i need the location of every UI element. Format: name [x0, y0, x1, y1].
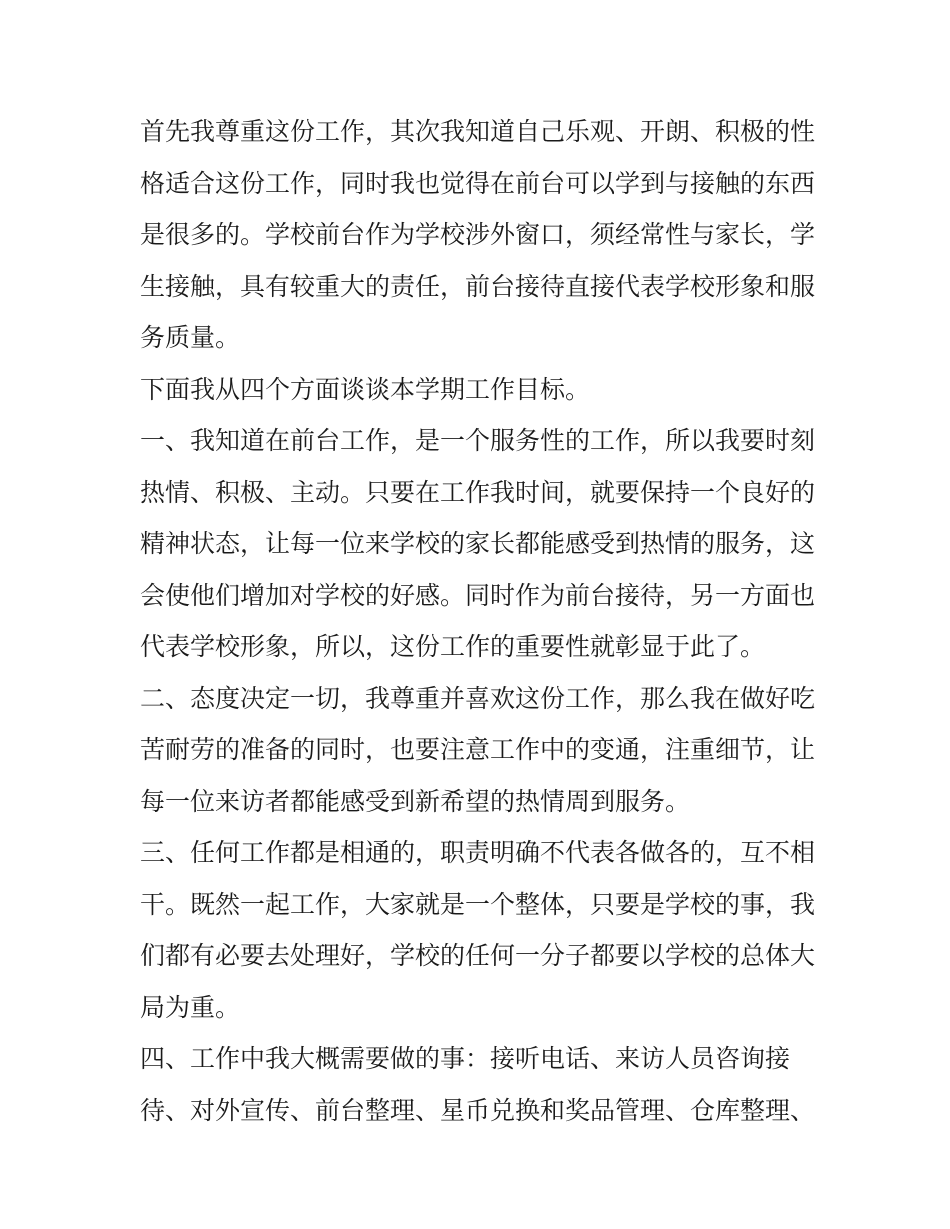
text-line-2: 格适合这份工作，同时我也觉得在前台可以学到与接触的东西 — [140, 168, 816, 198]
text-line-19: 四、工作中我大概需要做的事：接听电话、来访人员咨询接 — [140, 1044, 791, 1073]
document-body — [140, 106, 820, 1136]
text-line-1: 首先我尊重这份工作，其次我知道自己乐观、开朗、积极的性 — [140, 117, 816, 146]
text-line-10: 会使他们增加对学校的好感。同时作为前台接待，另一方面也 — [140, 580, 816, 610]
text-line-9: 精神状态，让每一位来学校的家长都能感受到热情的服务，这 — [140, 529, 816, 558]
text-line-3: 是很多的。学校前台作为学校涉外窗口，须经常性与家长，学 — [140, 220, 816, 249]
text-line-8: 热情、积极、主动。只要在工作我时间，就要保持一个良好的 — [140, 477, 816, 507]
text-line-12: 二、态度决定一切，我尊重并喜欢这份工作，那么我在做好吃 — [140, 683, 816, 713]
text-line-17: 们都有必要去处理好，学校的任何一分子都要以学校的总体大 — [140, 941, 816, 970]
text-line-14: 每一位来访者都能感受到新希望的热情周到服务。 — [140, 786, 691, 816]
text-line-15: 三、任何工作都是相通的，职责明确不代表各做各的，互不相 — [140, 838, 816, 867]
text-line-13: 苦耐劳的准备的同时，也要注意工作中的变通，注重细节，让 — [140, 735, 816, 764]
text-line-5: 务质量。 — [140, 323, 241, 352]
text-line-16: 干。既然一起工作，大家就是一个整体，只要是学校的事，我 — [140, 889, 816, 919]
text-line-20: 待、对外宣传、前台整理、星币兑换和奖品管理、仓库整理、 — [140, 1095, 816, 1125]
text-line-6: 下面我从四个方面谈谈本学期工作目标。 — [140, 374, 591, 404]
text-line-4: 生接触，具有较重大的责任，前台接待直接代表学校形象和服 — [140, 271, 816, 301]
text-line-18: 局为重。 — [140, 992, 241, 1022]
text-line-7: 一、我知道在前台工作，是一个服务性的工作，所以我要时刻 — [140, 426, 816, 455]
text-line-11: 代表学校形象，所以，这份工作的重要性就彰显于此了。 — [140, 632, 766, 661]
